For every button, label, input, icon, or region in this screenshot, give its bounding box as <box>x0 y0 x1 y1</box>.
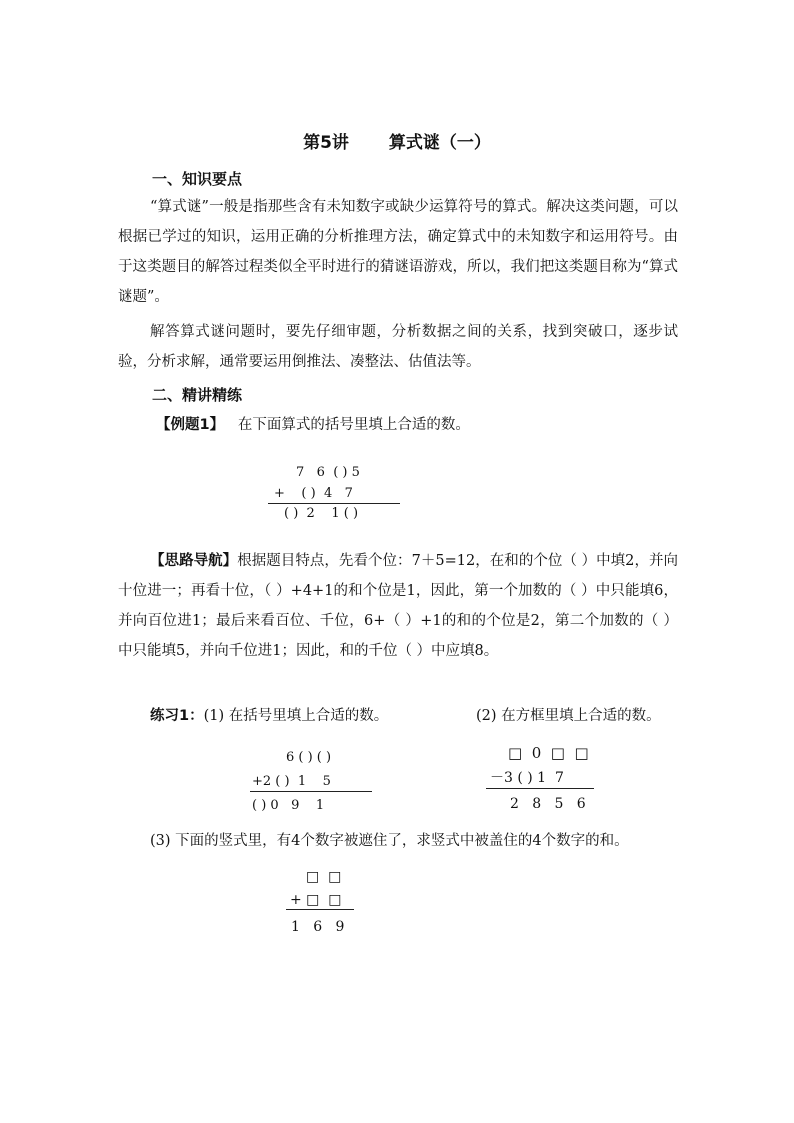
example-1-row-2: + ( ) 4 7 <box>274 486 353 501</box>
section-heading-practice: 二、精讲精练 <box>152 386 243 404</box>
knowledge-paragraph-2: 解答算式谜问题时，要先仔细审题，分析数据之间的关系，找到突破口，逐步试验，分析求解，通常要运用倒推法、凑整法、估值法等。 <box>118 324 678 370</box>
hint-text: 根据题目特点，先看个位：7＋5=12，在和的个位（ ）中填2，并向十位进一；再看十位，（ ）+4+1的和个位是1，因此，第一个加数的（ ）中只能填6，并向百位进1；最后来看百位、千位，6+（ ）+1的和的个位是2，第二个加数的（ ）中只能填5，并向千位进1；因此，和的千位（ ）中应填8。 <box>118 553 679 659</box>
section-heading-knowledge: 一、知识要点 <box>152 170 243 188</box>
q1-row-2: +2 ( ) 1 5 <box>252 774 331 789</box>
q3-row-2: + □ □ <box>290 892 342 908</box>
practice-q1: (1) 在括号里填上合适的数。 <box>203 708 389 724</box>
example-1-text: 在下面算式的括号里填上合适的数。 <box>237 417 470 433</box>
q1-row-3: ( ) 0 9 1 <box>252 798 325 813</box>
example-1-row-1: 7 6 ( ) 5 <box>296 465 360 480</box>
q2-row-3: 2 8 5 6 <box>510 796 586 812</box>
q2-row-2: －3 ( ) 1 7 <box>490 770 564 786</box>
lecture-topic: 算式谜（一） <box>388 133 491 153</box>
q2-diff-line <box>486 788 594 789</box>
page-title <box>0 128 794 153</box>
q3-sum-line <box>286 909 354 910</box>
knowledge-paragraph-1: “算式谜”一般是指那些含有未知数字或缺少运算符号的算式。解决这类问题，可以根据已学过的知识，运用正确的分析推理方法，确定算式中的未知数字和运用符号。由于这类题目的解答过程类似全平时进行的猜谜语游戏，所以，我们把这类题目称为“算式谜题”。 <box>118 199 678 305</box>
hint-label: 【思路导航】 <box>150 553 238 569</box>
practice-1-line <box>150 706 388 726</box>
example-1-sum-line <box>268 503 400 504</box>
lecture-number: 第5讲 <box>303 133 349 153</box>
hint-paragraph <box>118 546 678 666</box>
q3-row-1: □ □ <box>306 869 342 885</box>
practice-q3-paragraph: (3) 下面的竖式里，有4个数字被遮住了，求竖式中被盖住的4个数字的和。 <box>150 833 629 849</box>
q3-row-3: 1 6 9 <box>291 919 345 935</box>
example-1-row-3: ( ) 2 1 ( ) <box>284 506 359 521</box>
q1-row-1: 6 ( ) ( ) <box>286 750 332 765</box>
practice-q2-line: (2) 在方框里填上合适的数。 <box>476 708 661 724</box>
practice-label: 练习1： <box>150 708 204 724</box>
example-1-line <box>156 415 470 435</box>
q2-row-1: □ 0 □ □ <box>508 744 589 762</box>
example-1-label: 【例题1】 <box>156 417 225 433</box>
q1-sum-line <box>250 791 372 792</box>
